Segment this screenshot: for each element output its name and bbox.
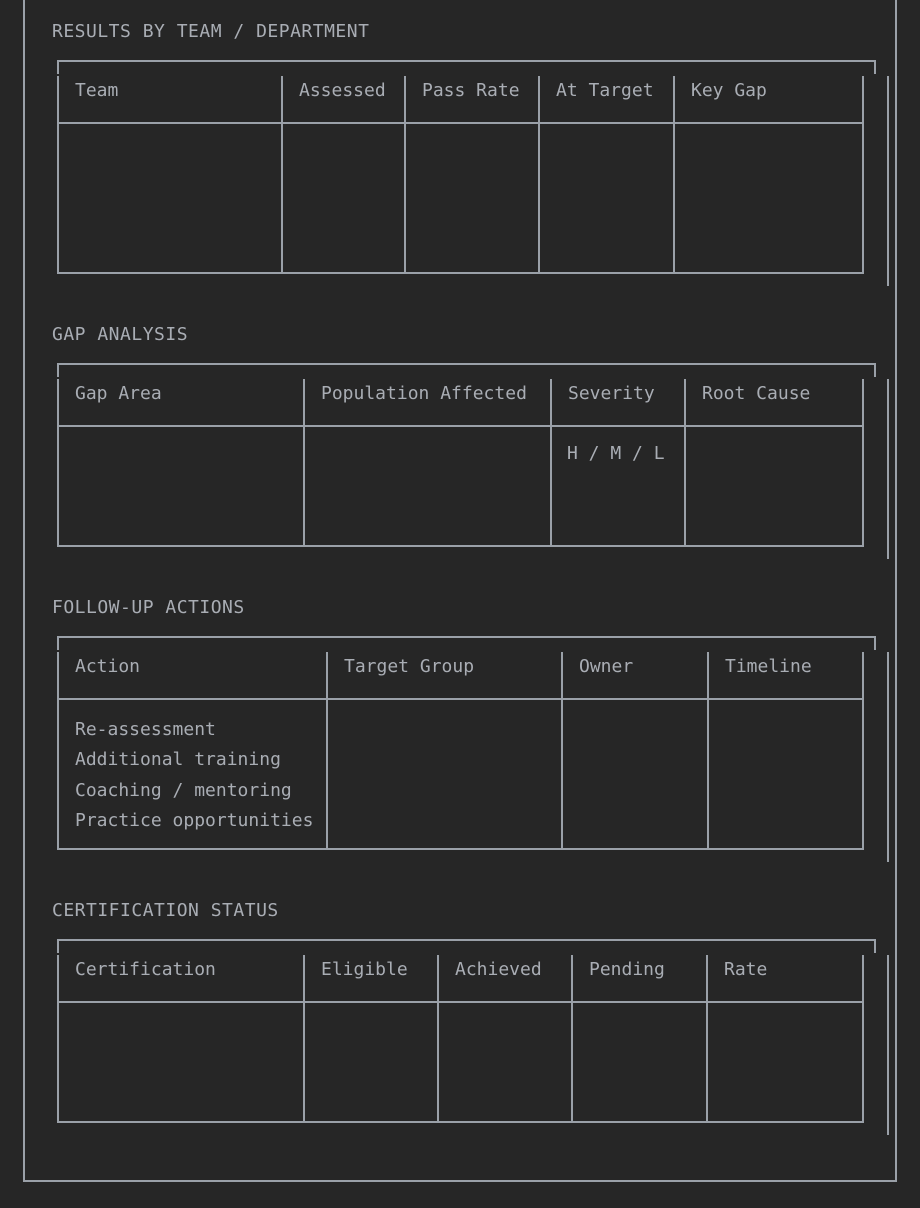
section-title-followup: FOLLOW-UP ACTIONS	[52, 597, 245, 618]
team-results-table	[57, 60, 864, 275]
table-header	[59, 379, 862, 427]
gap-analysis-table	[57, 363, 864, 548]
table-header	[59, 76, 862, 124]
followup-actions-table	[57, 636, 864, 851]
action-item: Practice opportunities	[75, 810, 314, 831]
col-header-owner: Owner	[579, 656, 634, 677]
col-header-pass-rate: Pass Rate	[422, 80, 520, 101]
col-header-target-group: Target Group	[344, 656, 475, 677]
col-header-assessed: Assessed	[299, 80, 386, 101]
col-header-action: Action	[75, 656, 141, 677]
col-header-severity: Severity	[568, 383, 655, 404]
certification-status-table	[57, 939, 864, 1124]
table-header	[59, 955, 862, 1003]
col-header-certification: Certification	[75, 959, 216, 980]
action-item: Re-assessment	[75, 719, 216, 740]
col-header-eligible: Eligible	[321, 959, 408, 980]
col-header-root-cause: Root Cause	[702, 383, 811, 404]
section-title-gap: GAP ANALYSIS	[52, 324, 189, 345]
table-header	[59, 652, 862, 700]
section-title-team: RESULTS BY TEAM / DEPARTMENT	[52, 21, 370, 42]
col-header-pending: Pending	[589, 959, 665, 980]
col-header-achieved: Achieved	[455, 959, 542, 980]
col-header-key-gap: Key Gap	[691, 80, 767, 101]
action-item: Additional training	[75, 749, 281, 770]
col-header-population: Population Affected	[321, 383, 527, 404]
col-header-timeline: Timeline	[725, 656, 812, 677]
section-title-cert: CERTIFICATION STATUS	[52, 900, 279, 921]
col-header-team: Team	[75, 80, 119, 101]
col-header-at-target: At Target	[556, 80, 654, 101]
col-header-gap-area: Gap Area	[75, 383, 162, 404]
col-header-rate: Rate	[724, 959, 768, 980]
severity-hint: H / M / L	[567, 443, 665, 464]
action-item: Coaching / mentoring	[75, 780, 292, 801]
